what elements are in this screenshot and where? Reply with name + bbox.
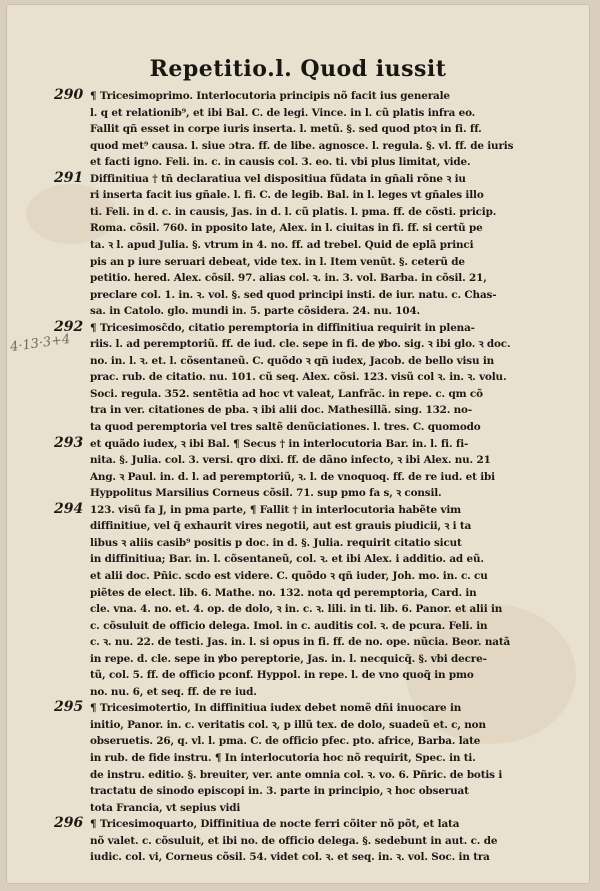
paragraph-number: 293	[54, 434, 84, 451]
text-line: preclare col. 1. in. ꝛ. vol. §. sed quod principi insti. de iur. natu. c. Chas-	[90, 288, 497, 301]
paragraph-number: 295	[54, 699, 84, 716]
text-line: ¶ Tricesimosc̃do, citatio peremptoria in diffinitiua requirit in plena-	[90, 321, 475, 334]
text-line: pis an p iure seruari debeat, vide tex. in l. Item venũt. §. ceterũ de	[90, 255, 465, 268]
text-line: quod met⁹ causa. l. siue ɔtra. ff. de libe. agnosce. l. regula. §. vl. ff. de iuris	[90, 139, 514, 152]
text-line: c. cõsuluit de officio delega. Imol. in c. auditis col. ꝛ. de pcura. Feli. in	[90, 619, 488, 632]
text-line: prac. rub. de citatio. nu. 101. cũ seq. Alex. cõsi. 123. visũ col ꝛ. in. ꝛ. volu.	[90, 371, 507, 384]
text-line: ri inserta facit ius gñale. l. fi. C. de legib. Bal. in l. leges vt gñales illo	[90, 189, 484, 202]
paragraph-number: 296	[54, 815, 84, 832]
text-line: Roma. cõsil. 760. in pposito late, Alex. in l. ciuitas in fi. ff. si certũ pe	[90, 222, 483, 235]
text-line: tota Francia, vt sepius vidi	[90, 801, 241, 814]
text-line: piẽtes de elect. lib. 6. Mathe. no. 132. nota qd peremptoria, Card. in	[90, 586, 477, 599]
text-line: c. ꝛ. nu. 22. de testi. Jas. in. l. si opus in fi. ff. de no. ope. nũcia. Beor. natã	[90, 636, 511, 649]
text-line: ta. ꝛ l. apud Julia. §. vtrum in 4. no. ff. ad trebel. Quid de eplã princi	[90, 238, 474, 251]
text-line: iudic. col. vi, Corneus cõsil. 54. videt col. ꝛ. et seq. in. ꝛ. vol. Soc. in tra	[90, 851, 490, 864]
paragraph-number: 291	[54, 169, 84, 186]
text-line: ¶ Tricesimoquarto, Diffinitiua de nocte ferri cõiter nõ põt, et lata	[90, 818, 460, 831]
text-line: no. in. l. ꝛ. et. l. cõsentaneũ. C. quõdo ꝛ qñ iudex, Jacob. de bello visu in	[90, 354, 495, 367]
text-line: ¶ Tricesimotertio, In diffinitiua iudex debet nomẽ dñi inuocare in	[90, 702, 462, 715]
text-line: tũ, col. 5. ff. de officio pconf. Hyppol. in repe. l. de vno quoq̃ in pmo	[90, 669, 474, 682]
handwritten-margin-note: 4·13·3+4	[9, 332, 72, 356]
text-line: et alii doc. Pñic. scdo est videre. C. quõdo ꝛ qñ iuder, Joh. mo. in. c. cu	[90, 569, 488, 582]
text-line: de instru. editio. §. breuiter, ver. ante omnia col. ꝛ. vo. 6. Pñric. de botis i	[90, 768, 503, 781]
text-line: ta quod peremptoria vel tres saltẽ denũciationes. l. tres. C. quomodo	[90, 421, 481, 433]
text-line: riis. l. ad peremptoriũ. ff. de iud. cle. sepe in fi. de ꝟbo. sig. ꝛ ibi glo. ꝛ doc.	[90, 338, 511, 351]
running-header: Repetitio.l. Quod iussit	[149, 56, 447, 82]
text-line: tractatu de sinodo episcopi in. 3. parte in principio, ꝛ hoc obseruat	[90, 785, 469, 798]
text-line: Soci. regula. 352. sentẽtia ad hoc vt valeat, Lanfrãc. in repe. c. qm cõ	[90, 387, 483, 400]
text-line: petitio. hered. Alex. cõsil. 97. alias col. ꝛ. in. 3. vol. Barba. in cõsil. 21,	[90, 272, 487, 285]
paragraph-number: 292	[54, 318, 84, 335]
text-line: sa. in Catolo. glo. mundi in. 5. parte cõsidera. 24. nu. 104.	[90, 305, 420, 318]
text-line: in rub. de fide instru. ¶ In interlocutoria hoc nõ requirit, Spec. in ti.	[90, 752, 476, 764]
text-line: Fallit qñ esset in corpe iuris inserta. l. metũ. §. sed quod ptoꝛ in fi. ff.	[90, 123, 482, 136]
paragraph-number: 294	[54, 500, 84, 517]
text-line: et facti igno. Feli. in. c. in causis col. 3. eo. ti. vbi plus limitat, vide.	[90, 156, 471, 169]
text-line: 123. visũ fa J, in pma parte, ¶ Fallit † in interlocutoria habẽte vim	[90, 503, 461, 516]
text-line: in diffinitiua; Bar. in. l. cõsentaneũ, col. ꝛ. et ibi Alex. i additio. ad eũ.	[90, 553, 484, 566]
paragraph-number: 290	[54, 87, 84, 103]
text-line: libus ꝛ aliis casib⁹ positis p doc. in d. §. Julia. requirit citatio sicut	[90, 536, 462, 549]
text-line: diffinitiue, vel q̃ exhaurit vires negotii, aut est grauis piudicii, ꝛ i ta	[90, 520, 472, 533]
text-line: initio, Panor. in. c. veritatis col. ꝛ, p illũ tex. de dolo, suadeũ et. c, non	[90, 718, 486, 731]
text-line: cle. vna. 4. no. et. 4. op. de dolo, ꝛ in. c. ꝛ. lili. in ti. lib. 6. Panor. et alii in	[90, 603, 503, 616]
text-line: l. q et relationib⁹, et ibi Bal. C. de legi. Vince. in l. cũ platis infra eo.	[90, 106, 476, 119]
text-line: no. nu. 6, et seq. ff. de re iud.	[90, 685, 257, 698]
text-line: in repe. d. cle. sepe in ꝟbo pereptorie, Jas. in. l. necquicq̃. §. vbi decre-	[90, 652, 487, 665]
text-line: Hyppolitus Marsilius Corneus cõsil. 71. sup pmo fa s, ꝛ consil.	[90, 487, 442, 500]
text-line: et quãdo iudex, ꝛ ibi Bal. ¶ Secus † in interlocutoria Bar. in. l. fi. fi-	[90, 437, 469, 450]
text-line: Ang. ꝛ Paul. in. d. l. ad peremptoriũ, ꝛ. l. de vnoquoq. ff. de re iud. et ibi	[90, 470, 495, 483]
text-line: Diffinitiua † tñ declaratiua vel dispositiua fũdata in gñali rõne ꝛ iu	[90, 172, 466, 185]
text-line: ti. Feli. in d. c. in causis, Jas. in d. l. cũ platis. l. pma. ff. de cõsti. pricip.	[90, 205, 497, 218]
text-line: tra in ver. citationes de pba. ꝛ ibi alii doc. Mathesillã. sing. 132. no-	[90, 404, 473, 417]
text-line: nõ valet. c. cõsuluit, et ibi no. de officio delega. §. sedebunt in aut. c. de	[90, 834, 498, 847]
text-line: nita. §. Julia. col. 3. versi. qro dixi. ff. de dãno infecto, ꝛ ibi Alex. nu. 21	[90, 454, 491, 467]
book-page	[6, 4, 590, 884]
text-line: obseruetis. 26, q. vl. l. pma. C. de officio pfec. pto. africe, Barba. late	[90, 735, 481, 748]
text-line: ¶ Tricesimoprimo. Interlocutoria principis nõ facit ius generale	[90, 90, 450, 102]
